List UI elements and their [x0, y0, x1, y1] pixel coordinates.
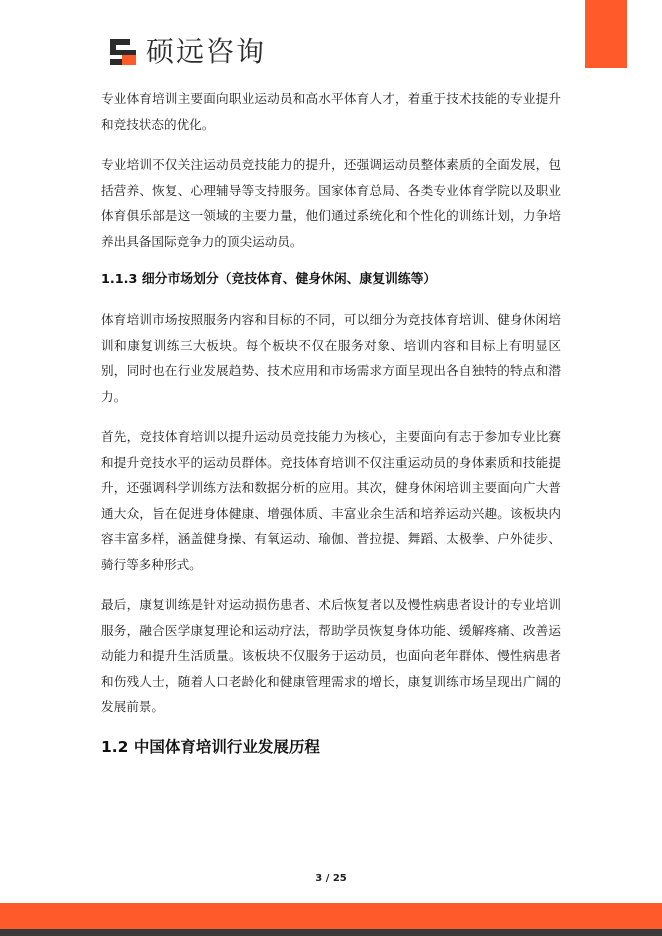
paragraph-competitive-fitness: 首先，竞技体育培训以提升运动员竞技能力为核心，主要面向有志于参加专业比赛和提升竞技水平的运动员群体。竞技体育培训不仅注重运动员的身体素质和技能提升，还强调科学训练方法和数据分析的应用。其次，健身休闲培训主要面向广大普通大众，旨在促进身体健康、增强体质、丰富业余生活和培养运动兴趣。该板块内容丰富多样，涵盖健身操、有氧运动、瑜伽、普拉提、舞蹈、太极拳、户外徒步、骑行等多种形式。	[101, 429, 561, 572]
footer-bar	[0, 903, 662, 929]
paragraph-rehabilitation: 最后，康复训练是针对运动损伤患者、术后恢复者以及慢性病患者设计的专业培训服务，融合医学康复理论和运动疗法，帮助学员恢复身体功能、缓解疼痛、改善运动能力和提升生活质量。该板块不仅服务于运动员，也面向老年群体、慢性病患者和伤残人士，随着人口老龄化和健康管理需求的增长，康复训练市场呈现出广阔的发展前景。	[101, 597, 561, 714]
section-heading-1-2: 1.2 中国体育培训行业发展历程	[101, 737, 320, 756]
brand-s-mark-icon	[106, 35, 140, 69]
corner-accent-tab	[585, 0, 627, 68]
paragraph-professional-training: 专业体育培训主要面向职业运动员和高水平体育人才，着重于技术技能的专业提升和竞技状态的优化。	[101, 91, 561, 132]
paragraph-market-segments: 体育培训市场按照服务内容和目标的不同，可以细分为竞技体育培训、健身休闲培训和康复训练三大板块。每个板块不仅在服务对象、培训内容和目标上有明显区别，同时也在行业发展趋势、技术应用和市场需求方面呈现出各自独特的特点和潜力。	[101, 312, 561, 404]
page-number: 3 / 25	[315, 873, 347, 884]
brand-name: 硕远咨询	[146, 35, 267, 68]
document-body	[101, 86, 561, 759]
paragraph-professional-development: 专业培训不仅关注运动员竞技能力的提升，还强调运动员整体素质的全面发展，包括营养、恢复、心理辅导等支持服务。国家体育总局、各类专业体育学院以及职业体育俱乐部是这一领域的主要力量，他们通过系统化和个性化的训练计划，力争培养出具备国际竞争力的顶尖运动员。	[101, 157, 561, 249]
brand-logo	[106, 34, 266, 70]
section-heading-1-1-3: 1.1.3 细分市场划分（竞技体育、健身休闲、康复训练等）	[101, 272, 437, 287]
footer-bottom-strip	[0, 929, 662, 936]
